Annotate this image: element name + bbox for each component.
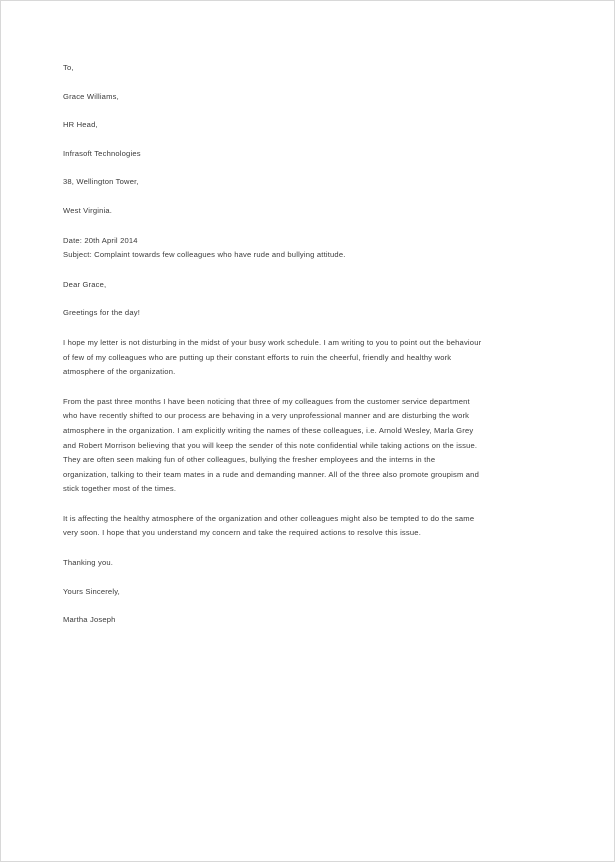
closing-block	[63, 556, 483, 628]
letter-body	[63, 61, 483, 628]
address-line-designation: HR Head,	[63, 120, 98, 130]
address-line-company: Infrasoft Technologies	[63, 148, 141, 158]
letter-meta-block	[63, 234, 483, 263]
body-paragraph-2: From the past three months I have been noticing that three of my colleagues from the customer service department who have recently shifted to our process are behaving in a very unprofessional manner and are disturbing the work atmosphere in the organization. I am explicitly writing the names of these colleagues, i.e. Arnold Wesley, Marla Grey and Robert Morrison believing that you will keep the sender of this note confidential while taking actions on the issue. They are often seen making fun of other colleagues, bullying the fresher employees and the interns in the organization, talking to their team mates in a rude and demanding manner. All of the three also promote groupism and stick together most of the times.	[63, 396, 479, 494]
body-paragraph-1: I hope my letter is not disturbing in the midst of your busy work schedule. I am writing to you to point out the behaviour of few of my colleagues who are putting up their constant efforts to ruin the cheerful, friendly and healthy work atmosphere of the organization.	[63, 337, 482, 377]
address-line-street: 38, Wellington Tower,	[63, 177, 139, 187]
subject-line: Subject: Complaint towards few colleagues who have rude and bullying attitude.	[63, 250, 346, 260]
address-line-to: To,	[63, 63, 74, 72]
address-line-recipient-name: Grace Williams,	[63, 91, 119, 101]
salutation: Dear Grace,	[63, 279, 107, 289]
date-line: Date: 20th April 2014	[63, 235, 138, 245]
closing-thanks: Thanking you.	[63, 558, 114, 568]
recipient-address-block	[63, 61, 483, 219]
body-paragraph-3: It is affecting the healthy atmosphere of the organization and other colleagues might also be tempted to do the same very soon. I hope that you understand my concern and take the required actions to resolve this issue.	[63, 513, 475, 538]
greeting: Greetings for the day!	[63, 308, 140, 318]
closing-valediction: Yours Sincerely,	[63, 586, 120, 596]
signature-name: Martha Joseph	[63, 615, 116, 625]
address-line-region: West Virginia.	[63, 205, 113, 215]
